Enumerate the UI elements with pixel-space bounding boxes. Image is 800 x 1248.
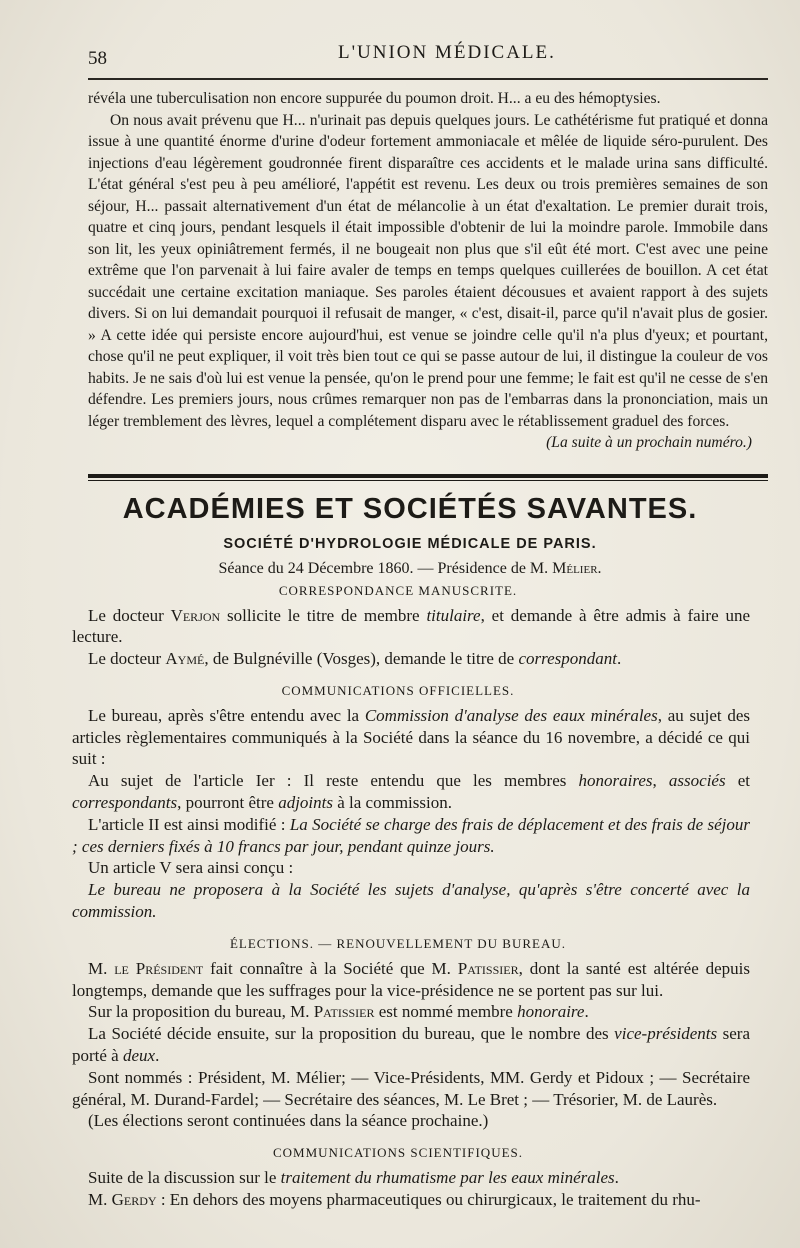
- subheading-official: COMMUNICATIONS OFFICIELLES.: [281, 682, 515, 698]
- correspondence-section: [72, 605, 750, 670]
- paragraph: Un article V sera ainsi conçu :: [88, 858, 294, 878]
- continuation-note: (La suite à un prochain numéro.): [546, 434, 752, 451]
- scientific-section: [72, 1167, 750, 1211]
- paragraph: Le bureau, après s'être entendu avec la Commission d'analyse des eaux minérales, au sujet des articles règlementaires communiqués à la Société dans la séance du 16 novembre, a décidé ce qui suit :: [72, 705, 750, 769]
- elections-section: [72, 958, 750, 1132]
- subheading-correspondence: CORRESPONDANCE MANUSCRITE.: [278, 582, 518, 598]
- paragraph: Sur la proposition du bureau, M. Patissier est nommé membre honoraire.: [88, 1002, 589, 1022]
- session-end: .: [597, 559, 602, 577]
- paragraph: Le docteur Verjon sollicite le titre de membre titulaire, et demande à être admis à faire une lecture.: [72, 605, 751, 647]
- section-divider: [88, 474, 768, 478]
- session-text: Séance du 24 Décembre 1860. — Présidence de M.: [218, 559, 553, 577]
- running-title: L'UNION MÉDICALE.: [338, 42, 556, 63]
- subheading-scientific: COMMUNICATIONS SCIENTIFIQUES.: [272, 1145, 523, 1161]
- paragraph: M. Gerdy : En dehors des moyens pharmaceutiques ou chirurgicaux, le traitement du rhu-: [88, 1190, 701, 1210]
- paragraph: L'article II est ainsi modifié : La Société se charge des frais de déplacement et des frais de séjour ; ces derniers fixés à 10 francs par jour, pendant quinze jours.: [72, 814, 750, 856]
- running-head: [88, 40, 768, 68]
- president-name: Mélier: [552, 559, 598, 577]
- paragraph: La Société décide ensuite, sur la proposition du bureau, que le nombre des vice-présidents sera porté à deux.: [72, 1024, 750, 1066]
- paragraph: révéla une tuberculisation non encore suppurée du poumon droit. H... a eu des hémoptysies.: [88, 90, 661, 107]
- society-title: SOCIÉTÉ D'HYDROLOGIE MÉDICALE DE PARIS.: [223, 535, 597, 552]
- paragraph: Au sujet de l'article Ier : Il reste entendu que les membres honoraires, associés et correspondants, pourront être adjoints à la commission.: [72, 771, 751, 813]
- session-line: [70, 560, 750, 578]
- header-rule: [88, 78, 768, 80]
- official-section: [72, 705, 750, 923]
- paragraph: (Les élections seront continuées dans la séance prochaine.): [88, 1111, 489, 1131]
- section-divider-thin: [88, 480, 768, 481]
- paragraph: Le docteur Aymé, de Bulgnéville (Vosges), demande le titre de correspondant.: [88, 649, 622, 669]
- paragraph: Le bureau ne proposera à la Société les sujets d'analyse, qu'après s'être concerté avec la commission.: [72, 880, 750, 922]
- section-title: ACADÉMIES ET SOCIÉTÉS SAVANTES.: [122, 492, 698, 525]
- paragraph: Sont nommés : Président, M. Mélier; — Vice-Présidents, MM. Gerdy et Pidoux ; — Secrétaire général, M. Durand-Fardel; — Secrétaire des séances, M. Le Bret ; — Trésorier, M. de Laurès.: [72, 1067, 750, 1109]
- top-article: [88, 88, 768, 454]
- page-number: 58: [88, 48, 107, 69]
- paragraph: On nous avait prévenu que H... n'urinait pas depuis quelques jours. Le cathétérisme fut pratiqué et donna issue à une quantité énorme d'urine d'odeur fortement ammoniacale et mêlée de liquide séro-purulent. Des injections d'eau légèrement goudronnée firent disparaître ces accidents et le malade urina sans difficulté. L'état général s'est peu à peu amélioré, l'appétit est revenu. Les deux ou trois premières semaines de son séjour, H... passait alternativement d'un état de mélancolie à un état d'exaltation. Le premier durait trois, quatre et cinq jours, pendant lesquels il était impossible d'obtenir de lui la moindre parole. Immobile dans son lit, les yeux opiniâtrement fermés, il ne bougeait non plus que s'il eût été mort. C'est avec une peine extrême que l'on parvenait à lui faire avaler de temps en temps quelques cuillerées de bouillon. A cet état succédait une certaine excitation maniaque. Ses paroles étaient décousues et avaient rapport à des sujets divers. Si on lui demandait pourquoi il refusait de manger, « c'est, disait-il, parce qu'il n'avait plus de gosier. » A cette idée qui persiste encore aujourd'hui, est venue se joindre celle qu'il n'a plus d'yeux; et pourtant, chose qu'il ne peut expliquer, il voit très bien tout ce qui se passe autour de lui, il distingue la couleur de vos habits. Je ne sais d'où lui est venue la pensée, qu'on le prend pour une femme; le fait est qu'il ne cesse de s'en défendre. Les premiers jours, nous crûmes remarquer non pas de l'embarras dans la prononciation, mais un léger tremblement des lèvres, lequel a complétement disparu avec le rétablissement graduel des forces.: [88, 111, 768, 430]
- paragraph: Suite de la discussion sur le traitement du rhumatisme par les eaux minérales.: [88, 1168, 619, 1188]
- paragraph: M. le Président fait connaître à la Société que M. Patissier, dont la santé est altérée depuis longtemps, demande que les suffrages pour la vice-présidence ne se portent pas sur lui.: [72, 958, 750, 1000]
- subheading-elections: ÉLECTIONS. — RENOUVELLEMENT DU BUREAU.: [229, 935, 567, 951]
